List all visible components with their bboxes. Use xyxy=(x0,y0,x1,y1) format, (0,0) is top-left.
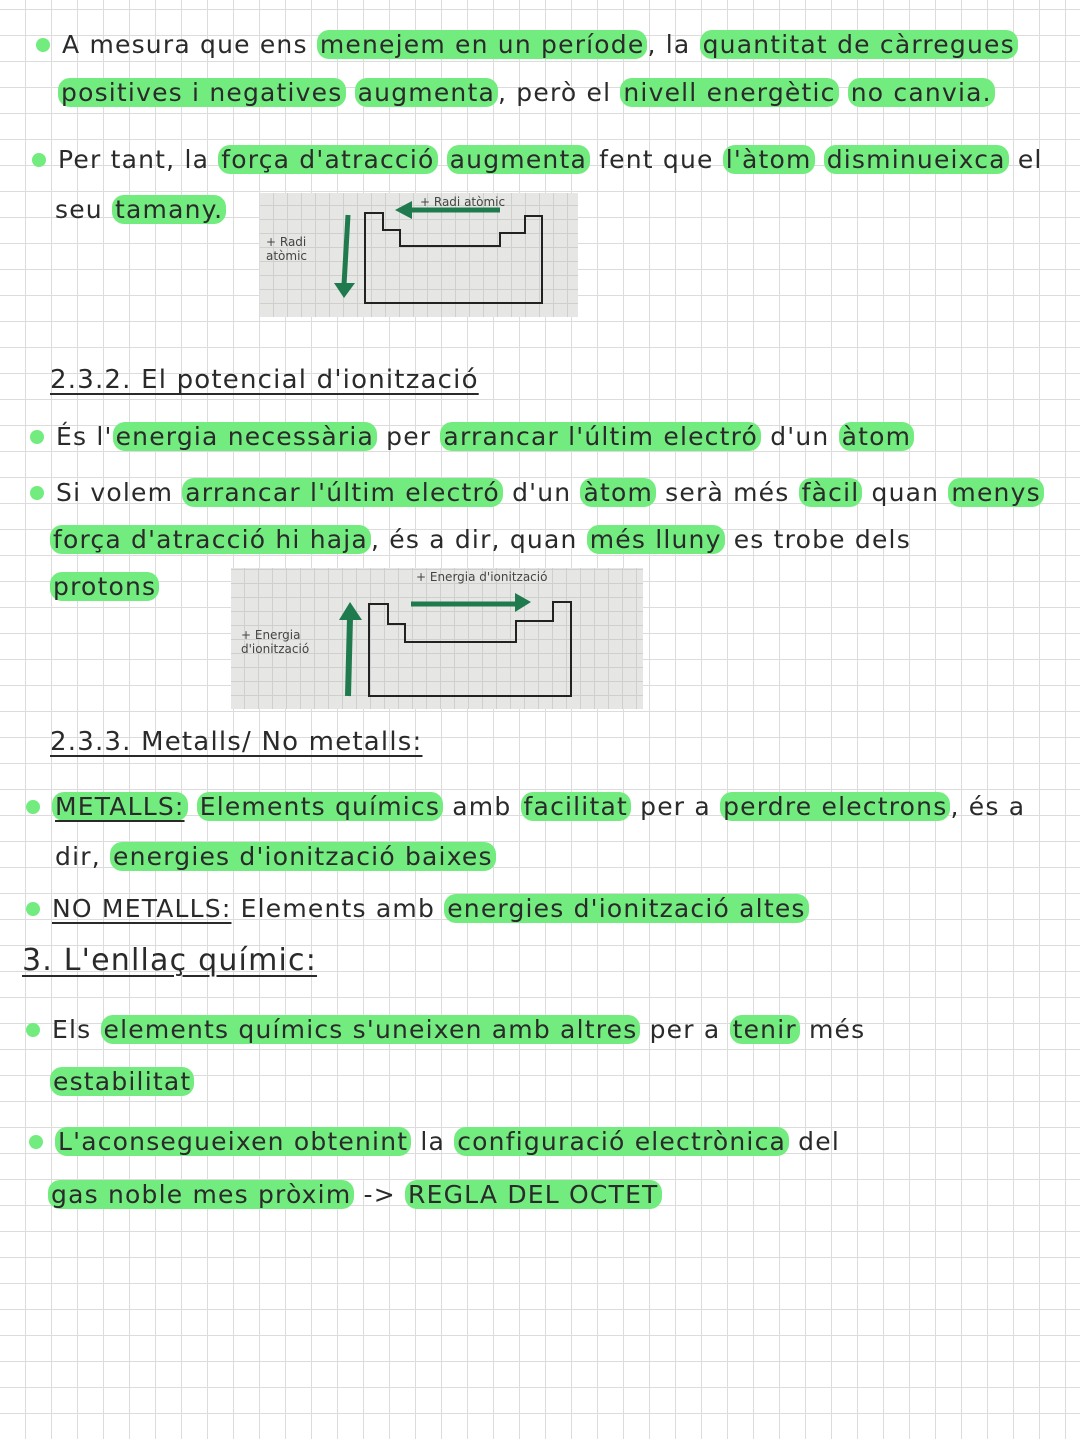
text: NO METALLS: xyxy=(52,894,232,923)
text: amb xyxy=(443,792,521,821)
text: seu xyxy=(55,195,112,224)
bullet-dot-icon xyxy=(26,902,40,916)
highlighted-text: estabilitat xyxy=(50,1067,194,1096)
highlighted-text: força d'atracció hi haja xyxy=(50,525,371,554)
text: la xyxy=(411,1127,455,1156)
highlighted-text: energia necessària xyxy=(113,422,377,451)
highlighted-text: quantitat de càrregues xyxy=(700,30,1018,59)
highlighted-text: menys xyxy=(948,478,1043,507)
text: el xyxy=(1008,145,1043,174)
text-line xyxy=(62,28,1018,62)
text xyxy=(438,145,447,174)
text-line xyxy=(48,1178,662,1212)
text: -> xyxy=(354,1180,406,1209)
bullet-dot-icon xyxy=(26,800,40,814)
figure-atomic-radius-diagram xyxy=(260,193,578,317)
text: per xyxy=(377,422,441,451)
text: 2.3.2. El potencial d'ionització xyxy=(50,365,479,395)
bullet-dot-icon xyxy=(30,486,44,500)
text-line xyxy=(52,790,1025,824)
figure-top-label: + Radi atòmic xyxy=(420,195,506,209)
text: , és a dir, quan xyxy=(370,525,587,554)
highlighted-text: energies d'ionització baixes xyxy=(110,842,496,871)
text-line xyxy=(58,143,1043,177)
text-line xyxy=(56,476,1044,510)
text: es trobe dels xyxy=(724,525,911,554)
highlighted-text: l'àtom xyxy=(723,145,815,174)
highlighted-text: METALLS: xyxy=(52,792,188,821)
text xyxy=(188,792,197,821)
text: És l' xyxy=(56,422,113,451)
highlighted-text: arrancar l'últim electró xyxy=(440,422,761,451)
text: , però el xyxy=(498,78,621,107)
highlighted-text: tamany. xyxy=(112,195,226,224)
section-heading xyxy=(50,363,479,397)
text: per a xyxy=(640,1015,730,1044)
bullet-dot-icon xyxy=(29,1135,43,1149)
text-line xyxy=(56,420,914,454)
text-line xyxy=(55,1125,840,1159)
bullet-dot-icon xyxy=(30,430,44,444)
section-title xyxy=(22,944,317,978)
text: A mesura que ens xyxy=(62,30,317,59)
highlighted-text: àtom xyxy=(580,478,656,507)
highlighted-text: nivell energètic xyxy=(620,78,838,107)
text-line xyxy=(50,1065,194,1099)
highlighted-text: gas noble mes pròxim xyxy=(48,1180,354,1209)
text-line xyxy=(55,193,226,227)
bullet-dot-icon xyxy=(36,38,50,52)
text: , és a xyxy=(950,792,1026,821)
text: d'un xyxy=(502,478,581,507)
text: fent que xyxy=(590,145,723,174)
highlighted-text: menejem en un període xyxy=(317,30,648,59)
highlighted-text: àtom xyxy=(839,422,915,451)
highlighted-text: REGLA DEL OCTET xyxy=(405,1180,661,1209)
highlighted-text: positives i negatives xyxy=(58,78,346,107)
arrow-up-icon xyxy=(348,618,350,696)
text: d'un xyxy=(761,422,839,451)
bullet-dot-icon xyxy=(26,1023,40,1037)
text-line xyxy=(50,523,911,557)
highlighted-text: augmenta xyxy=(355,78,498,107)
highlighted-text: protons xyxy=(50,572,159,601)
text: per a xyxy=(630,792,721,821)
text: dir, xyxy=(55,842,110,871)
text xyxy=(839,78,848,107)
highlighted-text: no canvia. xyxy=(848,78,995,107)
text-line xyxy=(58,76,995,110)
figure-side-label: + Radi atòmic xyxy=(266,235,308,263)
text: quan xyxy=(862,478,949,507)
highlighted-text: perdre electrons xyxy=(720,792,950,821)
text: Si volem xyxy=(56,478,183,507)
highlighted-text: tenir xyxy=(730,1015,800,1044)
highlighted-text: facilitat xyxy=(521,792,631,821)
text-line xyxy=(50,570,159,604)
text: més xyxy=(799,1015,866,1044)
text: del xyxy=(789,1127,840,1156)
bullet-dot-icon xyxy=(32,153,46,167)
text: serà més xyxy=(656,478,799,507)
text: Per tant, la xyxy=(58,145,219,174)
highlighted-text: arrancar l'últim electró xyxy=(182,478,503,507)
section-heading xyxy=(50,725,422,759)
text: , la xyxy=(647,30,700,59)
text xyxy=(815,145,824,174)
highlighted-text: Elements químics xyxy=(197,792,443,821)
text: 3. L'enllaç químic: xyxy=(22,943,318,978)
highlighted-text: configuració electrònica xyxy=(454,1127,789,1156)
highlighted-text: L'aconsegueixen obtenint xyxy=(55,1127,411,1156)
arrow-down-icon xyxy=(344,215,348,285)
highlighted-text: disminueixca xyxy=(824,145,1009,174)
figure-top-label: + Energia d'ionització xyxy=(416,570,548,584)
highlighted-text: força d'atracció xyxy=(218,145,437,174)
highlighted-text: augmenta xyxy=(447,145,590,174)
text: Elements amb xyxy=(231,894,445,923)
highlighted-text: elements químics s'uneixen amb altres xyxy=(101,1015,641,1044)
text: 2.3.3. Metalls/ No metalls: xyxy=(50,727,423,757)
figure-ionization-energy-diagram xyxy=(231,568,643,709)
figure-side-label: + Energia d'ionització xyxy=(241,628,310,656)
text xyxy=(346,78,355,107)
text: Els xyxy=(52,1015,101,1044)
text-line xyxy=(55,840,496,874)
highlighted-text: fàcil xyxy=(799,478,863,507)
text-line xyxy=(52,892,809,926)
highlighted-text: més lluny xyxy=(587,525,725,554)
text-line xyxy=(52,1013,865,1047)
highlighted-text: energies d'ionització altes xyxy=(444,894,808,923)
